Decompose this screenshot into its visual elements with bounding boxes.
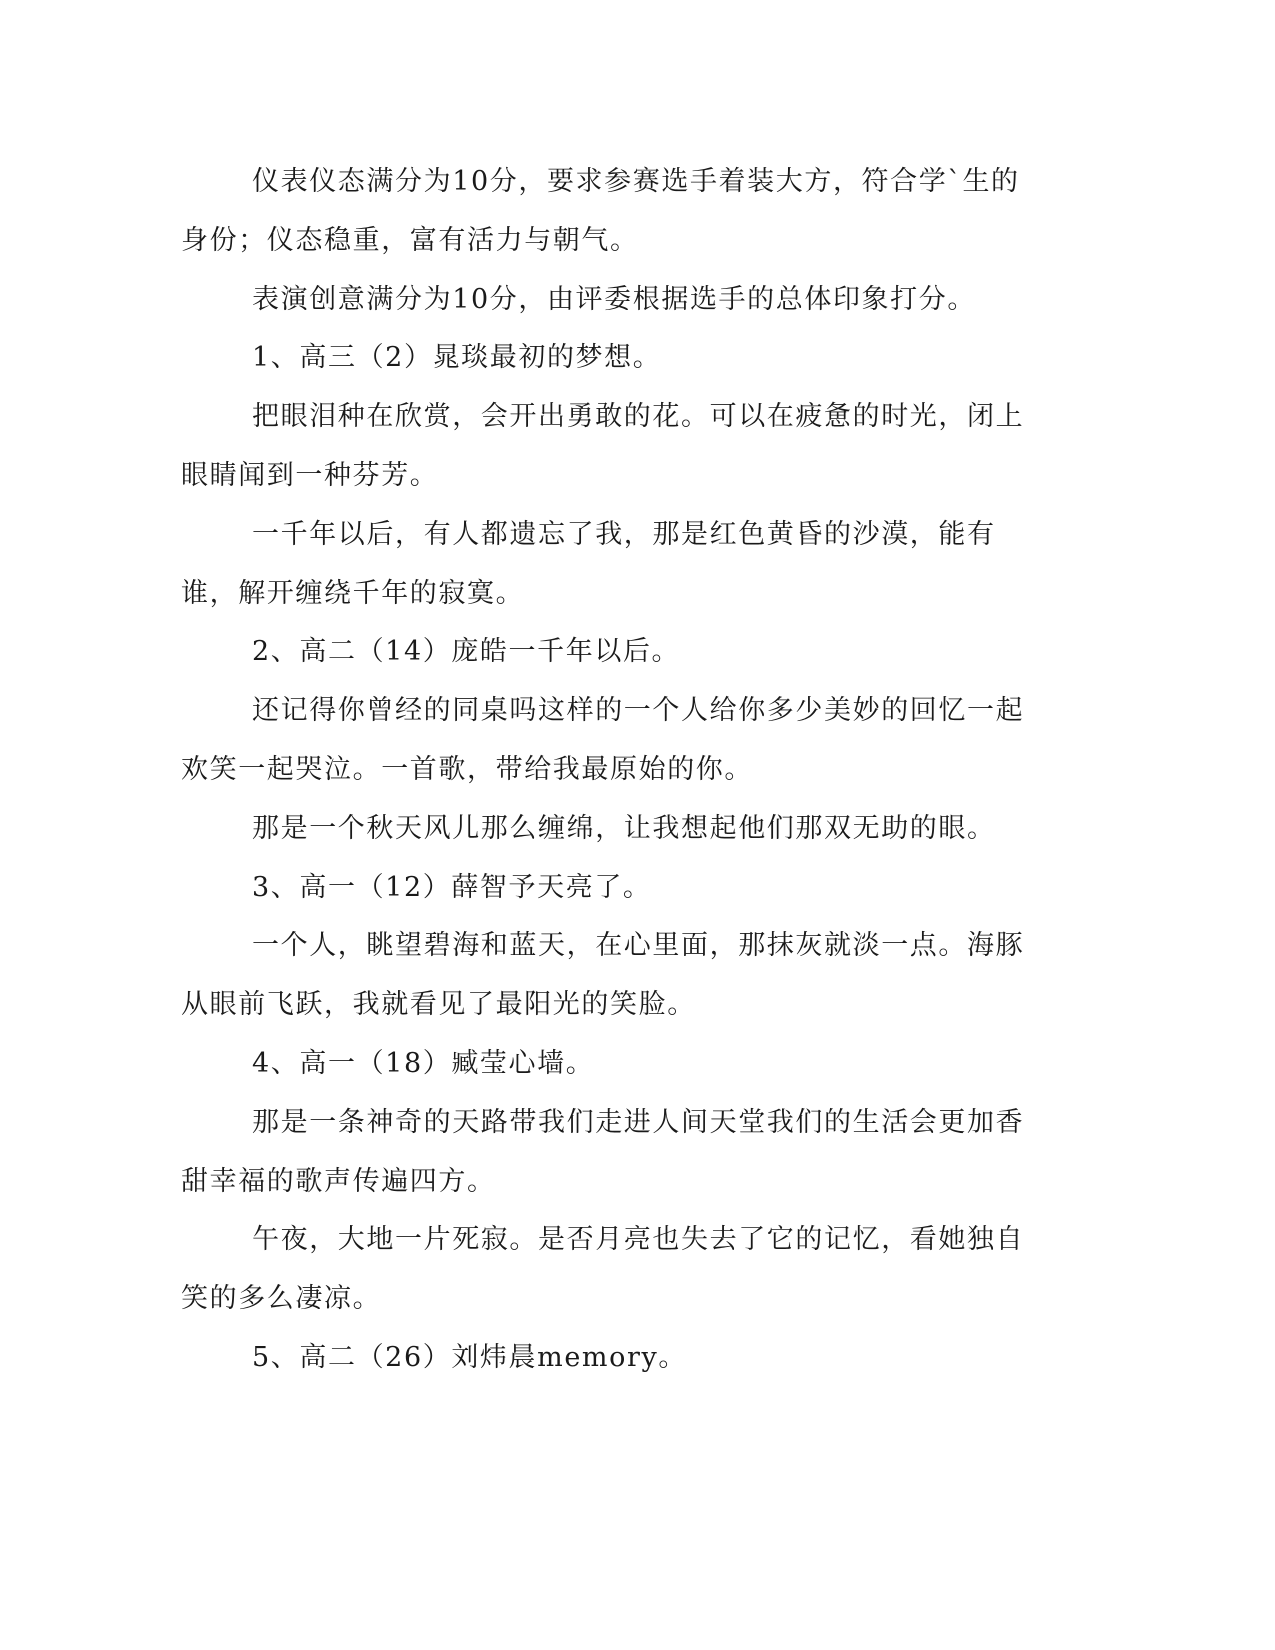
entry-4-heading: 4、高一（18）臧莹心墙。: [252, 1047, 595, 1079]
entry-1-lyrics-1: 把眼泪种在欣赏，会开出勇敢的花。可以在疲惫的时光，闭上眼睛闻到一种芬芳。: [181, 401, 1025, 491]
paragraph-creativity-score: 表演创意满分为10分，由评委根据选手的总体印象打分。: [252, 283, 976, 315]
entry-1-heading: 1、高三（2）晁琰最初的梦想。: [252, 342, 662, 374]
entry-4-lyrics-2: 午夜，大地一片死寂。是否月亮也失去了它的记忆，看她独自笑的多么凄凉。: [181, 1224, 1025, 1315]
entry-1-lyrics-2: 一千年以后，有人都遗忘了我，那是红色黄昏的沙漠，能有谁，解开缠绕千年的寂寞。: [181, 518, 996, 609]
paragraph-dress-score: 仪表仪态满分为10分，要求参赛选手着装大方，符合学`生的身份；仪态稳重，富有活力与朝气。: [181, 166, 1020, 256]
entry-3-heading: 3、高一（12）薛智予天亮了。: [252, 871, 652, 903]
entry-3-lyrics-1: 一个人，眺望碧海和蓝天，在心里面，那抹灰就淡一点。海豚从眼前飞跃，我就看见了最阳光的笑脸。: [181, 930, 1025, 1021]
entry-5-heading: 5、高二（26）刘炜晨memory。: [252, 1341, 687, 1373]
entry-2-lyrics-1: 还记得你曾经的同桌吗这样的一个人给你多少美妙的回忆一起欢笑一起哭泣。一首歌，带给我最原始的你。: [181, 695, 1025, 785]
entry-4-lyrics-1: 那是一条神奇的天路带我们走进人间天堂我们的生活会更加香甜幸福的歌声传遍四方。: [181, 1106, 1025, 1197]
entry-2-lyrics-2: 那是一个秋天风儿那么缠绵，让我想起他们那双无助的眼。: [252, 812, 996, 844]
document-body: [181, 153, 1027, 1388]
entry-2-heading: 2、高二（14）庞皓一千年以后。: [252, 636, 681, 668]
